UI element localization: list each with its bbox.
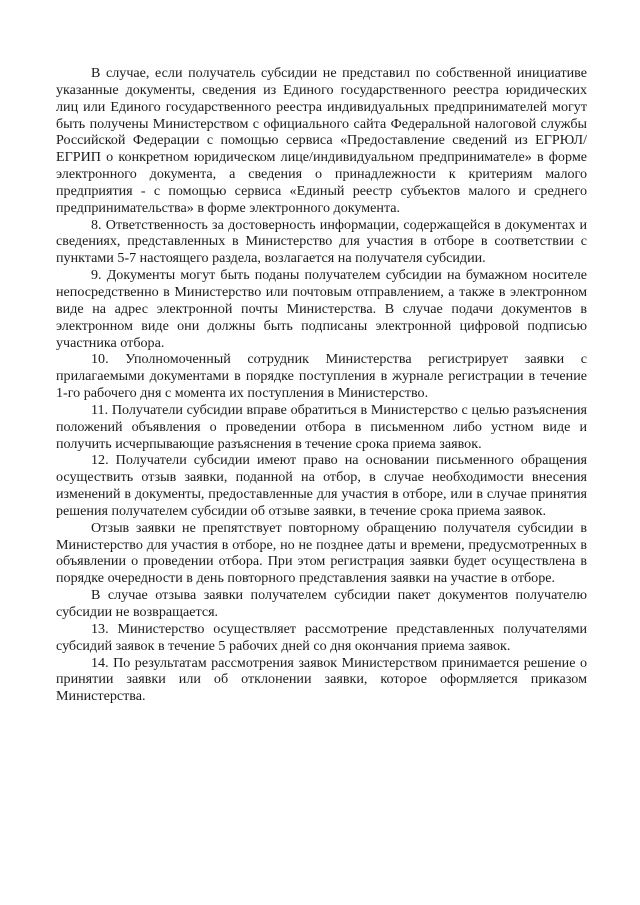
paragraph-item-8: 8. Ответственность за достоверность информации, содержащейся в документах и сведениях, представленных в Министерство для участия в отборе в соответствии с пунктами 5-7 настоящего раздела, возлагается на получателя субсидии. (56, 216, 587, 267)
paragraph-item-13: 13. Министерство осуществляет рассмотрение представленных получателями субсидий заявок в течение 5 рабочих дней со дня окончания приема заявок. (56, 620, 587, 654)
paragraph-documents-not-returned: В случае отзыва заявки получателем субсидии пакет документов получателю субсидии не возвращается. (56, 587, 587, 620)
paragraph-item-10: 10. Уполномоченный сотрудник Министерства регистрирует заявки с прилагаемыми документами в порядке поступления в журнале регистрации в течение 1-го рабочего дня с момента их поступления в Министерство. (56, 351, 587, 402)
paragraph-egrul-info: В случае, если получатель субсидии не представил по собственной инициативе указанные документы, сведения из Единого государственного реестра юридических лиц или Единого государственного реестра индивидуальных предпринимателей могут быть получены Министерством с официального сайта Федеральной налоговой службы Российской Федерации с помощью сервиса «Предоставление сведений из ЕГРЮЛ/ЕГРИП о конкретном юридическом лице/индивидуальном предпринимателе» в форме электронного документа, а сведения о принадлежности к критериям малого предприятия - с помощью сервиса «Единый реестр субъектов малого и среднего предпринимательства» в форме электронного документа. (56, 65, 587, 216)
paragraph-withdrawal-resubmission: Отзыв заявки не препятствует повторному обращению получателя субсидии в Министерство для участия в отборе, но не позднее даты и времени, предусмотренных в объявлении о проведении отбора. При этом регистрация заявки будет осуществлена в порядке очередности в день повторного представления заявки на участие в отборе. (56, 519, 587, 587)
paragraph-item-14: 14. По результатам рассмотрения заявок Министерством принимается решение о принятии заявки или об отклонении заявки, которое оформляется приказом Министерства. (56, 654, 587, 705)
paragraph-item-11: 11. Получатели субсидии вправе обратиться в Министерство с целью разъяснения положений объявления о проведении отбора в письменном либо устном виде и получить исчерпывающие разъяснения в течение срока приема заявок. (56, 401, 587, 452)
paragraph-item-12: 12. Получатели субсидии имеют право на основании письменного обращения осуществить отзыв заявки, поданной на отбор, в случае необходимости внесения изменений в документы, предоставленные для участия в отборе, или в случае принятия решения получателем субсидии об отзыве заявки, в течение срока приема заявок. (56, 452, 587, 519)
document-page (56, 65, 587, 705)
paragraph-item-9: 9. Документы могут быть поданы получателем субсидии на бумажном носителе непосредственно в Министерство или почтовым отправлением, а также в электронном виде на адрес электронной почты Министерства. В случае подачи документов в электронном виде они должны быть подписаны электронной цифровой подписью участника отбора. (56, 267, 587, 351)
